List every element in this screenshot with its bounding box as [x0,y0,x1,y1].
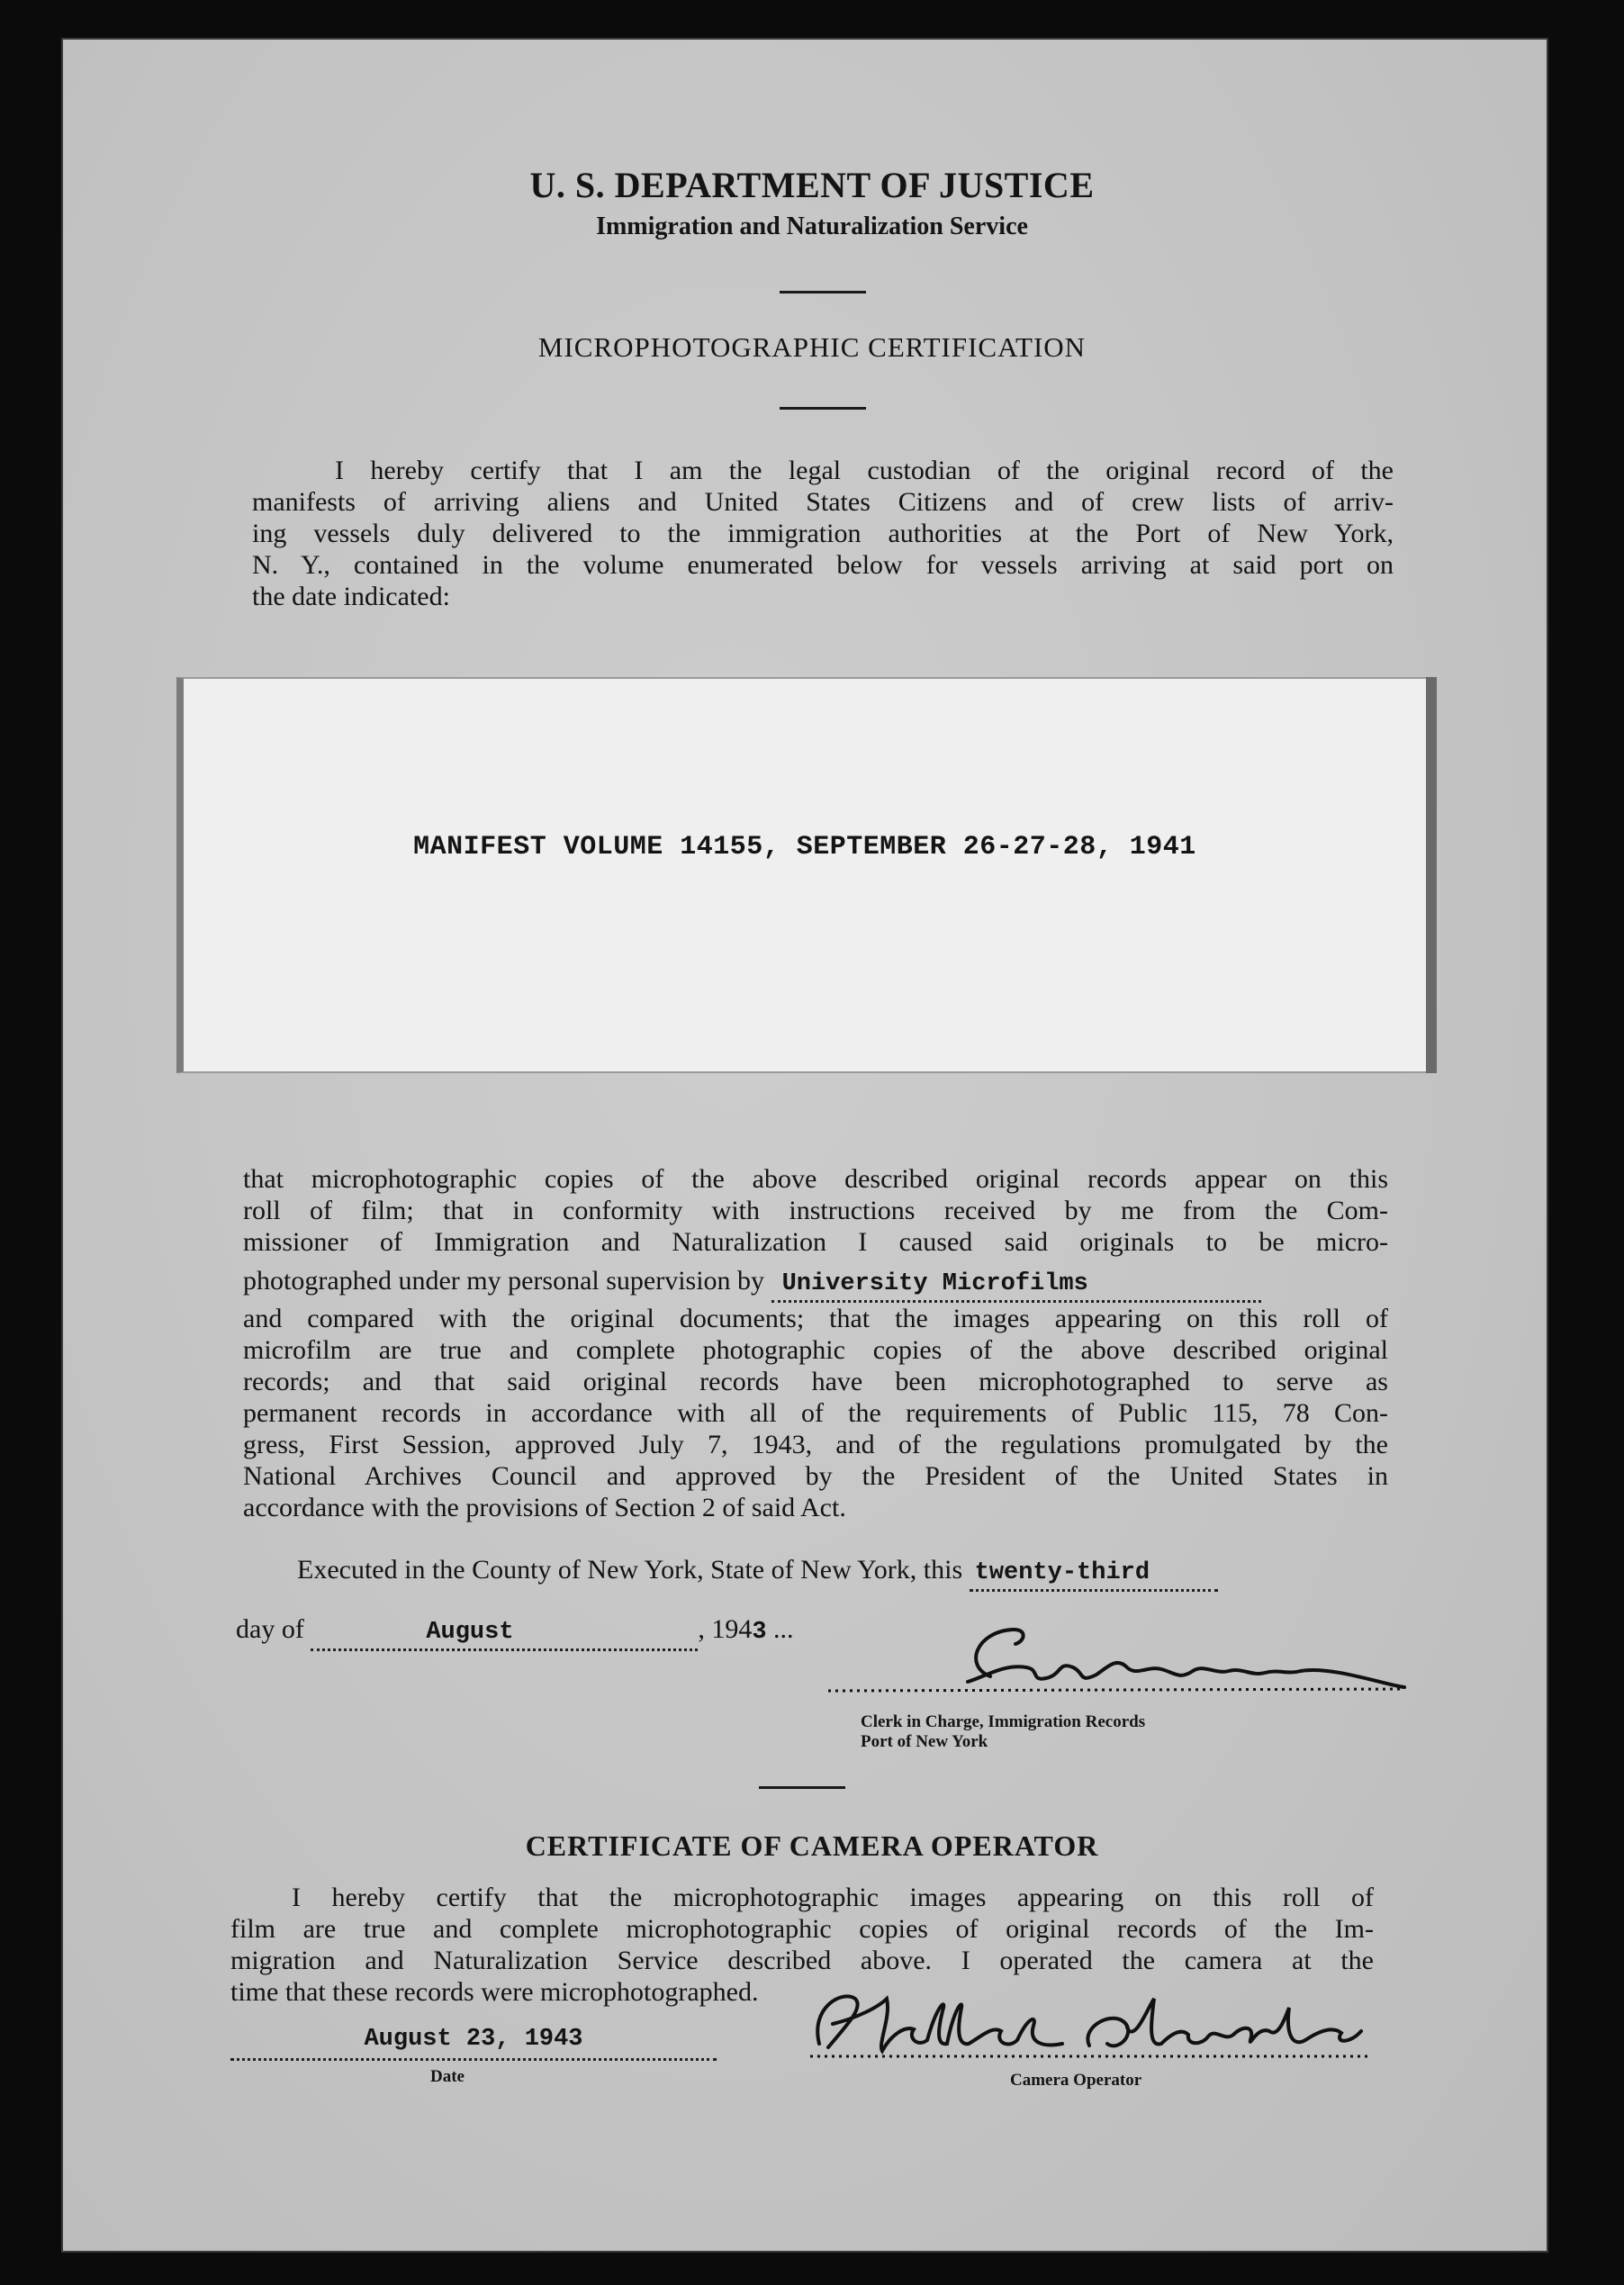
body-line: microfilm are true and complete photographic copies of the above described original [243,1335,1388,1365]
year-prefix: , 194 [698,1614,753,1644]
body-line: gress, First Session, approved July 7, 1943, and of the regulations promulgated by the [243,1430,1388,1459]
divider-rule [780,407,866,410]
body-line: records; and that said original records have been microphotographed to serve as [243,1367,1388,1396]
certification-title: MICROPHOTOGRAPHIC CERTIFICATION [537,331,1087,363]
executed-line [297,1554,1218,1592]
clerk-signature [810,1612,1422,1711]
camera-certificate-title: CERTIFICATE OF CAMERA OPERATOR [525,1829,1099,1862]
day-of-line: day of August , 1943 ... [236,1613,794,1651]
body-line: that microphotographic copies of the above described original records appear on this [243,1164,1388,1194]
body-line: National Archives Council and approved by the President of the United States in [243,1461,1388,1491]
divider-rule [759,1786,845,1789]
intro-line: manifests of arriving aliens and United States Citizens and of crew lists of arriv- [252,487,1394,517]
camera-line: I hereby certify that the microphotographic images appearing on this roll of [292,1883,1374,1912]
clerk-title-line: Port of New York [861,1732,988,1751]
year-digit: 3 [752,1619,767,1646]
date-label: Date [430,2067,465,2086]
divider-rule [780,291,866,294]
day-of-label: day of [236,1614,304,1644]
date-field [230,2026,717,2061]
body-line: and compared with the original documents; that the images appearing on this roll of [243,1304,1388,1333]
intro-line: N. Y., contained in the volume enumerated below for vessels arriving at said port on [252,550,1394,580]
intro-paragraph [252,455,1394,612]
body-paragraph [243,1163,1388,1523]
department-heading: U. S. DEPARTMENT OF JUSTICE [529,165,1095,205]
day-field: twenty-third [970,1558,1218,1592]
body-line: roll of film; that in conformity with instructions received by me from the Com- [243,1196,1388,1225]
camera-line: time that these records were microphotographed. [230,1977,759,2007]
camera-line: migration and Naturalization Service described above. I operated the camera at the [230,1946,1374,1975]
manifest-slip [176,677,1426,1073]
month-field: August [311,1617,698,1651]
clerk-title-line: Clerk in Charge, Immigration Records [861,1712,1146,1731]
intro-line: I hereby certify that I am the legal custodian of the original record of the [335,456,1394,485]
camera-operator-signature [792,1972,1377,2071]
supervision-line [243,1265,1388,1303]
supervision-prefix: photographed under my personal supervision by [243,1266,765,1296]
body-line: missioner of Immigration and Naturalization I caused said originals to be micro- [243,1227,1388,1257]
manifest-volume-text: MANIFEST VOLUME 14155, SEPTEMBER 26-27-28, 1941 [413,832,1196,863]
camera-line: film are true and complete microphotographic copies of original records of the Im- [230,1914,1374,1944]
operator-label: Camera Operator [1010,2071,1142,2090]
date-value: August 23, 1943 [364,2026,583,2053]
body-line: accordance with the provisions of Section 2 of said Act. [243,1493,846,1522]
supervisor-field: University Microfilms [771,1269,1261,1303]
clerk-title [861,1712,1145,1752]
body-line: permanent records in accordance with all of the requirements of Public 115, 78 Con- [243,1398,1388,1428]
executed-prefix: Executed in the County of New York, State of New York, this [297,1555,963,1585]
service-subheading: Immigration and Naturalization Service [596,212,1028,240]
intro-line: ing vessels duly delivered to the immigration authorities at the Port of New York, [252,519,1394,548]
intro-line: the date indicated: [252,582,450,611]
